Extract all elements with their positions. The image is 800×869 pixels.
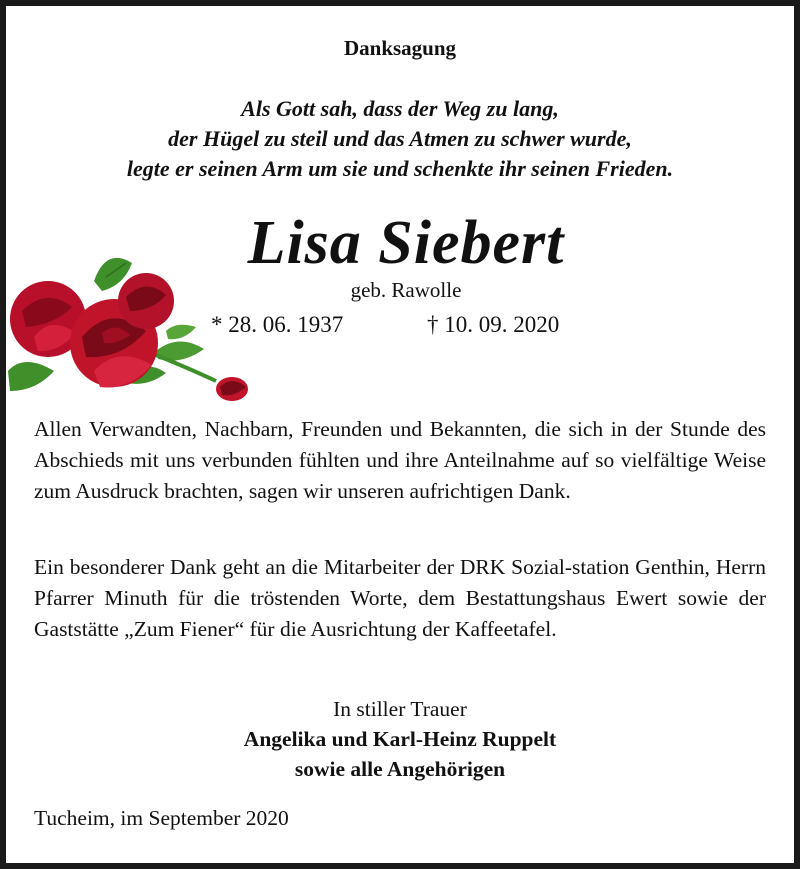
closing-intro: In stiller Trauer — [333, 697, 467, 721]
closing-names: Angelika und Karl-Heinz Ruppelt — [243, 727, 557, 751]
poem-line: der Hügel zu steil und das Atmen zu schwer wurde, — [168, 126, 632, 151]
closing — [6, 694, 794, 784]
poem-line: legte er seinen Arm um sie und schenkte ihr seinen Frieden. — [126, 156, 674, 181]
special-thanks-paragraph: Ein besonderer Dank geht an die Mitarbeiter der DRK Sozial-station Genthin, Herrn Pfarrer Minuth für die tröstenden Worte, dem Bestattungshaus Ewert sowie der Gaststätte „Zum Fiener“ für die Ausrichtung der Kaffeetafel. — [34, 555, 766, 641]
maiden-name: geb. Rawolle — [350, 278, 462, 302]
birth-date: * 28. 06. 1937 — [211, 312, 344, 337]
heading: Danksagung — [343, 36, 457, 60]
deceased-name: Lisa Siebert — [247, 209, 565, 277]
poem — [6, 94, 794, 184]
poem-line: Als Gott sah, dass der Weg zu lang, — [241, 96, 559, 121]
closing-others: sowie alle Angehörigen — [294, 757, 506, 781]
thanks-paragraph: Allen Verwandten, Nachbarn, Freunden und Bekannten, die sich in der Stunde des Abschieds mit uns verbunden fühlten und ihre Anteilnahme auf so vielfältige Weise zum Ausdruck brachten, sagen wir unseren aufrichtigen Dank. — [34, 417, 766, 503]
obituary-card — [6, 6, 794, 863]
place-date: Tucheim, im September 2020 — [34, 806, 289, 830]
death-date: † 10. 09. 2020 — [427, 312, 560, 337]
